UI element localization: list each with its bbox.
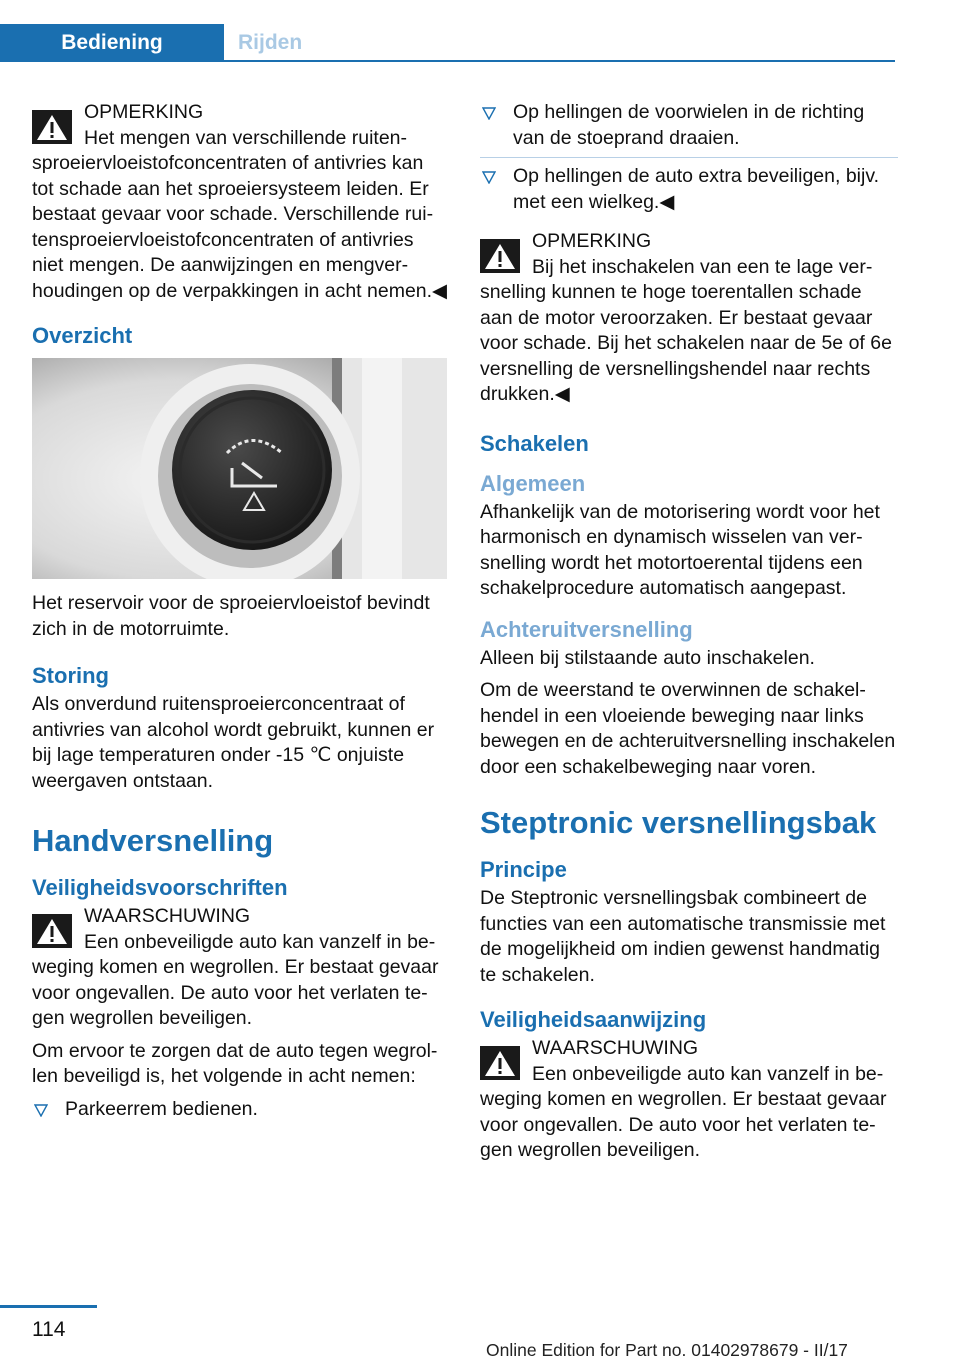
warning-lead: Een onbeveiligde auto kan vanzelf in be- [84, 930, 436, 953]
note-mixing [32, 100, 450, 304]
heading-achteruitversnelling: Achteruitversnelling [480, 616, 693, 642]
bullet-list-left [32, 1097, 450, 1129]
warning-body: weging komen en wegrollen. Er bestaat gevaar voor ongevallen. De auto voor het verlaten tegen wegrollen beveiligen. [32, 956, 439, 1029]
heading-schakelen: Schakelen [480, 430, 589, 456]
washer-reservoir-cap-photo [32, 358, 447, 579]
warning-triangle-icon [32, 914, 72, 948]
edition-text: Online Edition for Part no. 01402978679 - II/17 [486, 1340, 848, 1360]
list-item: Parkeerrem bedienen. [32, 1097, 450, 1129]
heading-veiligheidsvoorschriften: Veiligheidsvoorschriften [32, 875, 288, 900]
heading-overzicht: Overzicht [32, 323, 133, 348]
heading-veiligheidsaanwijzing: Veiligheidsaanwijzing [480, 1007, 707, 1032]
note-body: snelling kunnen te hoge toerentallen schade aan de motor veroorzaken. Er bestaat gevaar voor schade. Bij het schakelen naar de 5e of 6e versnelling de versnellingshendel naar rechts drukken.◀ [480, 281, 892, 405]
heading-principe: Principe [480, 857, 567, 882]
warning-rolling [32, 904, 450, 1032]
list-item: Op hellingen de voorwielen in de richting van de stoeprand draaien. [480, 100, 898, 158]
note-low-gear [480, 229, 898, 408]
warning-lead: Een onbeveiligde auto kan vanzelf in be- [532, 1062, 884, 1085]
achteruit-text-2: Om de weerstand te overwinnen de schakelhendel in een vloeiende beweging naar links bewegen en de achteruitversnelling inschakelen door een schakelbeweging naar voren. [480, 679, 896, 778]
heading-handversnelling: Handversnelling [32, 823, 274, 858]
bullet-triangle-icon [34, 1104, 48, 1117]
note-heading: OPMERKING [532, 230, 652, 252]
warning-body: weging komen en wegrollen. Er bestaat gevaar voor ongevallen. De auto voor het verlaten tegen wegrollen beveiligen. [480, 1088, 887, 1161]
warning-triangle-icon [480, 239, 520, 273]
achteruit-text-1: Alleen bij stilstaande auto inschakelen. [480, 646, 815, 669]
tab-rijden[interactable]: Rijden [238, 31, 303, 54]
left-column [32, 100, 450, 1136]
heading-steptronic: Steptronic versnellingsbak [480, 805, 877, 840]
warning-rolling-2 [480, 1036, 898, 1164]
right-column [480, 100, 898, 1171]
principe-text: De Steptronic versnellingsbak combineert de functies van een automatische transmissie met de mogelijkheid om indien gewenst handmatig te schakelen. [480, 887, 886, 986]
list-item: Op hellingen de auto extra beveiligen, bijv. met een wielkeg.◀ [480, 164, 898, 221]
reservoir-text: Het reservoir voor de sproeiervloeistof bevindt zich in de motorruimte. [32, 592, 430, 640]
bullet-triangle-icon [482, 171, 496, 184]
note-lead: Het mengen van verschillende ruiten- [84, 126, 408, 149]
page-number: 114 [32, 1318, 66, 1341]
note-body: sproeiervloeistofconcentraten of antivries kan tot schade aan het sproeiersysteem leiden. Er bestaat gevaar voor schade. Verschillende ruitensproeiervloeistofconcentraten of antivries niet mengen. De aanwijzingen en mengverhoudingen op de verpakkingen in acht nemen.◀ [32, 152, 448, 302]
warning-triangle-icon [480, 1046, 520, 1080]
note-lead: Bij het inschakelen van een te lage ver- [532, 255, 873, 278]
note-heading: OPMERKING [84, 101, 204, 123]
bullet-triangle-icon [482, 107, 496, 120]
ervoor-text: Om ervoor te zorgen dat de auto tegen wegrollen beveiligd is, het volgende in acht nemen: [32, 1039, 438, 1087]
algemeen-text: Afhankelijk van de motorisering wordt voor het harmonisch en dynamisch wisselen van versnelling wordt het motortoerental tijdens een schakelprocedure automatisch aangepast. [480, 500, 880, 599]
storing-text: Als onverdund ruitensproeierconcentraat of antivries van alcohol wordt gebruikt, kunnen er bij lage temperaturen onder -15 ℃ onjuiste weergaven ontstaan. [32, 693, 435, 792]
warning-heading: WAARSCHUWING [84, 905, 251, 927]
tab-bediening[interactable]: Bediening [0, 24, 224, 62]
bullet-list-right [480, 100, 898, 221]
heading-algemeen: Algemeen [480, 470, 586, 496]
warning-heading: WAARSCHUWING [532, 1037, 699, 1059]
chapter-tab-bar [0, 0, 895, 62]
heading-storing: Storing [32, 663, 109, 688]
warning-triangle-icon [32, 110, 72, 144]
footer-rule [0, 1305, 97, 1308]
